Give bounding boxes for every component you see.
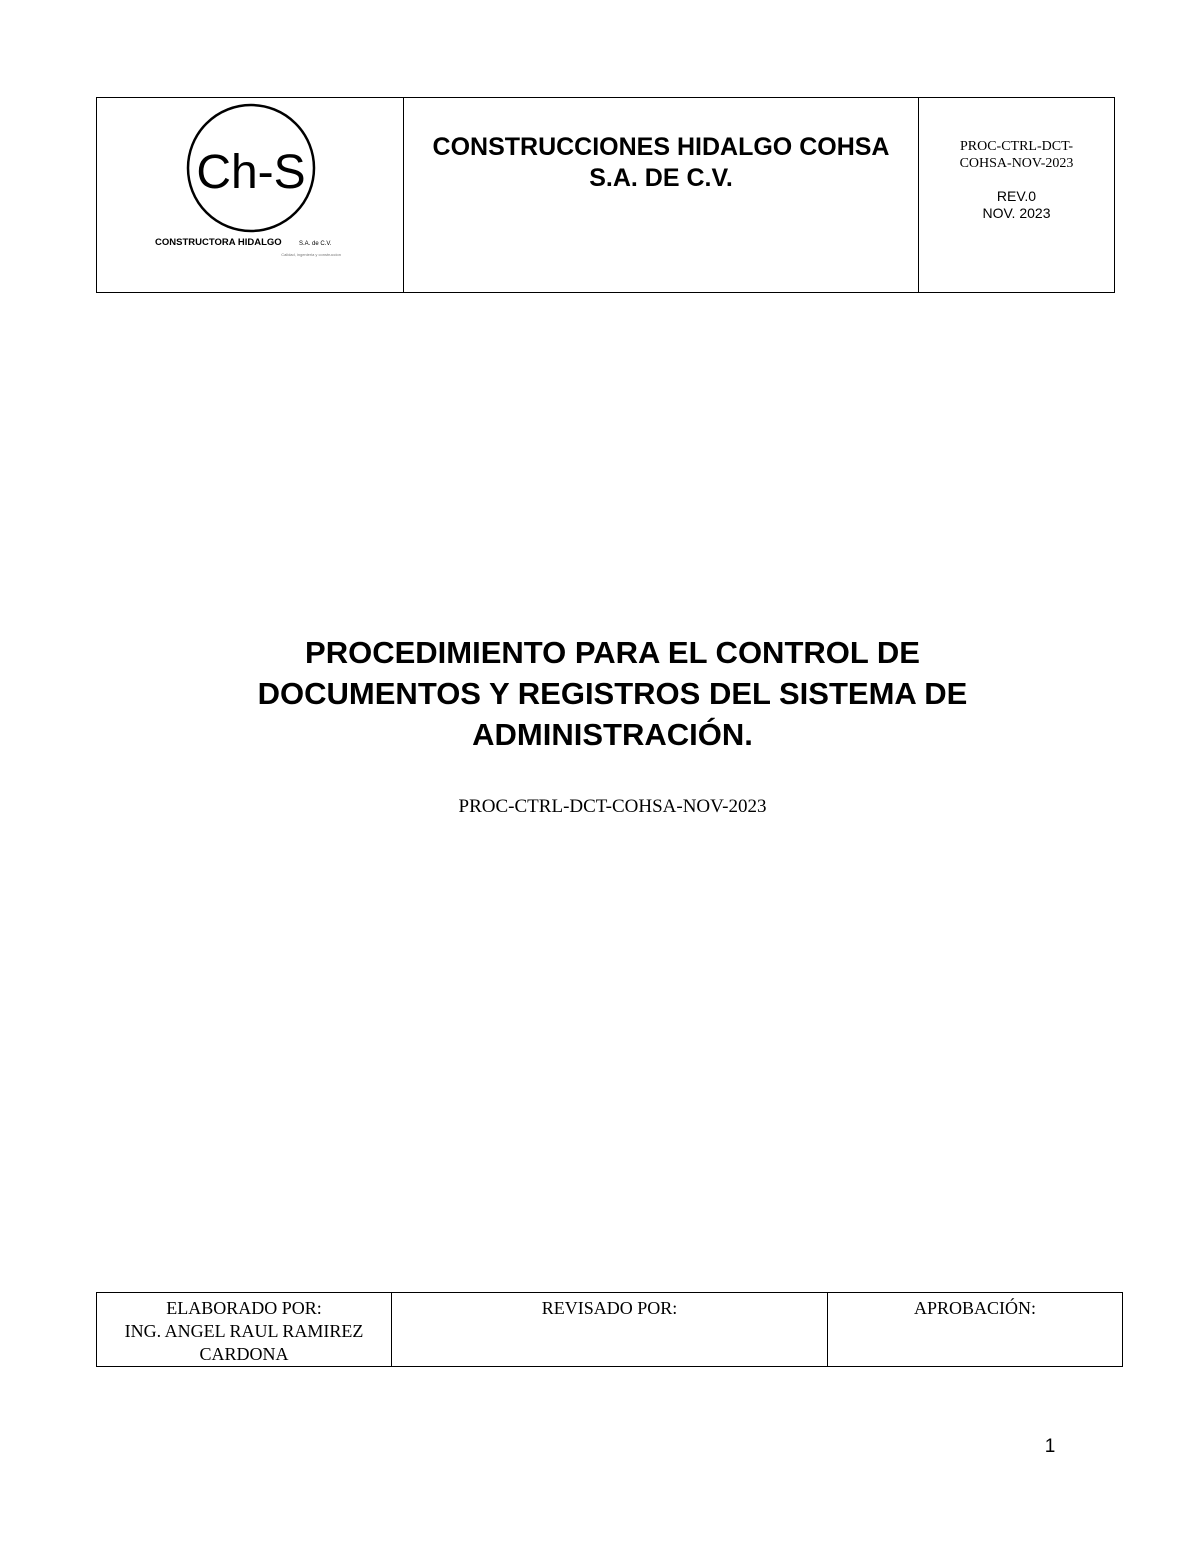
reviewed-by-cell xyxy=(392,1293,828,1367)
company-name-line2: S.A. DE C.V. xyxy=(589,164,733,192)
header-code-line1: PROC-CTRL-DCT- xyxy=(959,139,1074,154)
company-name-line1: CONSTRUCCIONES HIDALGO COHSA xyxy=(432,133,890,161)
signature-table xyxy=(96,1292,1123,1367)
approval-label: APROBACIÓN: xyxy=(913,1298,1037,1318)
document-title-line2: DOCUMENTOS Y REGISTROS DEL SISTEMA DE xyxy=(257,676,968,711)
revision-date: NOV. 2023 xyxy=(982,205,1051,221)
company-logo xyxy=(97,98,403,292)
approval-cell xyxy=(828,1293,1123,1367)
logo-emblem xyxy=(97,98,403,292)
document-code: PROC-CTRL-DCT-COHSA-NOV-2023 xyxy=(458,796,767,817)
reviewed-by-label: REVISADO POR: xyxy=(541,1298,678,1318)
document-control-info xyxy=(919,98,1114,222)
header-table xyxy=(96,97,1115,293)
logo-tagline: Calidad, ingenieria y construccion xyxy=(281,252,341,257)
logo-cell xyxy=(97,98,404,293)
revision-label: REV.0 xyxy=(996,188,1037,204)
header-code-line2: COHSA-NOV-2023 xyxy=(959,156,1074,171)
prepared-by-name-line1: ING. ANGEL RAUL RAMIREZ xyxy=(124,1321,364,1341)
document-title-line3: ADMINISTRACIÓN. xyxy=(472,717,753,752)
page-number: 1 xyxy=(1044,1436,1056,1457)
prepared-by-name-line2: CARDONA xyxy=(199,1344,289,1364)
logo-monogram: Ch-S xyxy=(196,146,306,199)
company-cell xyxy=(404,98,919,293)
company-name xyxy=(404,132,918,194)
code-cell xyxy=(919,98,1115,293)
prepared-by-cell xyxy=(97,1293,392,1367)
document-title xyxy=(150,632,1075,755)
logo-caption-suffix: S.A. de C.V. xyxy=(299,241,332,247)
document-title-line1: PROCEDIMIENTO PARA EL CONTROL DE xyxy=(305,635,920,670)
logo-caption-main: CONSTRUCTORA HIDALGO xyxy=(155,237,282,248)
prepared-by-label: ELABORADO POR: xyxy=(166,1298,322,1318)
